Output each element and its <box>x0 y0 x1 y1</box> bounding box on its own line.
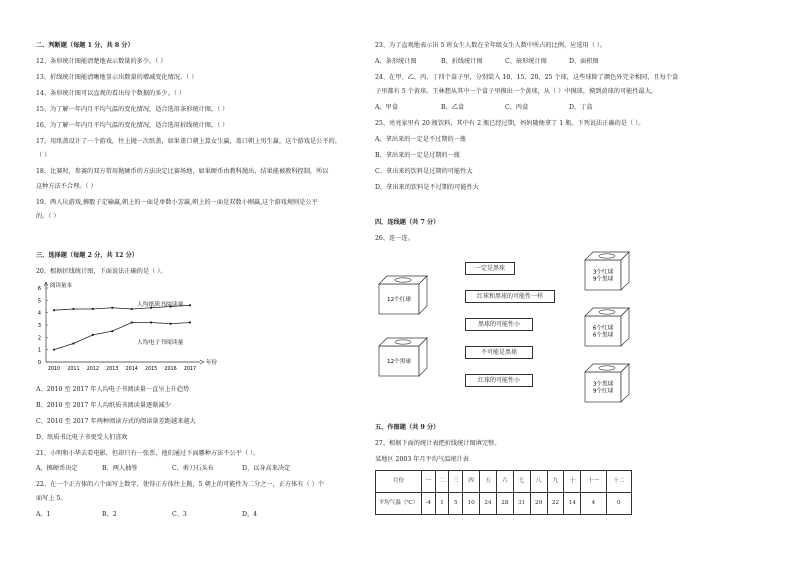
question-18-line1: 18、比赛时，参赛的双方常用抛硬币的方法决定比赛场地，如果硬币由教科抛出，结果能被教科控制，所以 <box>36 168 329 175</box>
left-box-1-label: 12个红球 <box>387 297 411 303</box>
month-cell: 四 <box>463 471 480 493</box>
month-cell: 一 <box>422 471 436 493</box>
question-19-line2: 的。（ ） <box>36 213 60 220</box>
series-label: 人均纸质书阅读量 <box>137 302 184 308</box>
q21-option-a: A、掷硬币决定 <box>36 465 78 472</box>
question-21: 21、小明和小华去看电影，但却只有一张票，他们通过下面哪种方法不公平（ ）。 <box>36 450 260 457</box>
y-tick-label: 6 <box>37 286 41 292</box>
temp-cell: 29 <box>530 493 547 515</box>
question-13: 13、折线统计图能清晰地显示出数量的增减变化情况。（ ） <box>36 74 198 81</box>
question-19-line1: 19、两人玩游戏,掷骰子定输赢,朝上的一面是单数小芳赢,朝上的一面是双数小刚赢,这个游戏规则是公平 <box>36 199 318 206</box>
x-tick-label: 2012 <box>86 367 99 372</box>
q23-option-d: D、面积图 <box>569 58 599 65</box>
question-25: 25、亮亮家里有 20 瓶饮料，其中有 2 瓶已经过期，妈妈随便拿了 1 瓶。下列说法正确的是（ ）。 <box>375 120 645 127</box>
right-box-1-label: 9个黑球 <box>592 276 614 283</box>
right-box-2-label: 6个红球 <box>592 325 614 332</box>
data-point <box>53 349 55 351</box>
section-3-title: 三、选择题（每题 2 分，共 12 分） <box>36 252 138 259</box>
y-tick-label: 3 <box>37 323 41 329</box>
question-17-line1: 17、用纸盖设计了一个游戏，往上抛一次纸盖，如果盖口朝上算女生赢，盖口朝上男生赢，这个游戏是公平的。 <box>36 138 341 145</box>
x-arrow <box>200 360 204 364</box>
data-point <box>111 330 113 332</box>
x-tick-label: 2015 <box>145 367 158 372</box>
data-point <box>150 321 152 323</box>
x-tick-label: 2010 <box>47 367 61 372</box>
table-row <box>376 493 632 515</box>
month-cell: 十 <box>564 471 581 493</box>
question-17-line2: （ ） <box>36 152 51 159</box>
q20-option-a: A、2010 至 2017 年人均电子书阅读量一直呈上升趋势 <box>36 386 190 393</box>
q23-option-c: C、扇形统计图 <box>505 58 547 65</box>
data-point <box>131 308 133 310</box>
reading-line-chart <box>32 280 222 380</box>
question-22-line1: 22、在一个正方体的六个面写上数字，使得正方体往上抛，5 朝上的可能性为二分之一，正方体有（ ）个 <box>36 481 324 488</box>
right-box-3-label: 9个红球 <box>592 388 614 395</box>
match-label-3[interactable]: 黑球的可能性小 <box>465 318 533 331</box>
match-label-1[interactable]: 一定是黑球 <box>465 262 515 275</box>
q21-option-c: C、剪刀石头布 <box>172 465 214 472</box>
question-16: 16、为了解一年内月平均气温的变化情况，适合选用折线统计图。（ ） <box>36 122 229 129</box>
table-caption: 某地区 2003 年月平均气温统计表 <box>375 456 469 463</box>
q21-option-d: D、以身高来决定 <box>242 465 291 472</box>
data-point <box>92 334 94 336</box>
q20-option-b: B、2010 至 2017 年人均纸质书阅读量逐渐减少 <box>36 402 171 409</box>
right-box-3-label: 3个黑球 <box>592 381 614 388</box>
left-box-2-slot <box>395 340 411 344</box>
q25-option-b: B、拿出来的一定是过期的一瓶 <box>375 152 460 159</box>
x-tick-label: 2014 <box>125 367 138 372</box>
q25-option-a: A、拿出来的一定是不过期的一瓶 <box>375 136 467 143</box>
q25-option-d: D、拿出来的饮料是不过期的可能性大 <box>375 184 479 191</box>
data-point <box>72 342 74 344</box>
question-22-line2: 面写上 5。 <box>36 495 67 502</box>
data-point <box>92 308 94 310</box>
temp-cell: 4 <box>581 493 606 515</box>
month-cell: 六 <box>496 471 513 493</box>
x-tick-label: 2011 <box>67 367 80 372</box>
x-tick-label: 2016 <box>164 367 177 372</box>
left-box-1-slot <box>395 278 411 282</box>
temp-cell: 1 <box>435 493 449 515</box>
month-cell: 二 <box>435 471 449 493</box>
table-row <box>376 471 632 493</box>
q22-option-c: C、3 <box>172 511 187 518</box>
q20-option-c: C、2010 至 2017 年两种阅读方式的阅读量差距越来越大 <box>36 418 196 425</box>
data-point <box>131 321 133 323</box>
table-header-temp: 平均气温（℃） <box>376 493 422 515</box>
y-tick-label: 2 <box>37 335 41 342</box>
question-23: 23、为了直观地表示出 5 班女生人数在全年级女生人数中所占的比例，应选用（ ）。 <box>375 42 607 49</box>
temperature-table <box>375 470 632 515</box>
data-point <box>189 321 191 323</box>
x-tick-label: 2013 <box>106 367 119 372</box>
match-label-4[interactable]: 不可能是黑球 <box>465 346 533 359</box>
data-point <box>189 304 191 306</box>
right-box-1-slot <box>599 254 615 258</box>
question-26: 26、连一连。 <box>375 235 414 242</box>
match-label-5[interactable]: 红球的可能性小 <box>465 374 533 387</box>
month-cell: 九 <box>547 471 564 493</box>
y-tick-label: 4 <box>37 310 41 317</box>
q21-option-b: B、两人抽签 <box>102 465 138 472</box>
data-point <box>53 309 55 311</box>
month-cell: 十二 <box>606 471 631 493</box>
temp-cell: 24 <box>480 493 497 515</box>
temp-cell: 22 <box>547 493 564 515</box>
temp-cell: 0 <box>606 493 631 515</box>
month-cell: 三 <box>449 471 463 493</box>
temp-cell: -4 <box>422 493 436 515</box>
month-cell: 八 <box>530 471 547 493</box>
q22-option-d: D、4 <box>242 511 258 518</box>
section-2-title: 二、判断题（每题 1 分，共 8 分） <box>36 42 134 49</box>
section-5-title: 五、作图题（共 9 分） <box>375 424 440 431</box>
q25-option-c: C、拿出来的饮料是过期的可能性大 <box>375 168 473 175</box>
right-box-2-slot <box>599 310 615 314</box>
temp-cell: 31 <box>513 493 530 515</box>
y-tick-label: 1 <box>37 347 41 354</box>
y-axis-label: 阅读量本 <box>50 283 73 289</box>
month-cell: 十一 <box>581 471 606 493</box>
q23-option-a: A、条形统计图 <box>375 58 417 65</box>
temp-cell: 5 <box>449 493 463 515</box>
question-27: 27、根据下面的统计表把折线统计图填完整。 <box>375 440 501 447</box>
q24-option-b: B、乙盒 <box>441 104 465 111</box>
temp-cell: 14 <box>564 493 581 515</box>
month-cell: 七 <box>513 471 530 493</box>
q24-option-a: A、甲盒 <box>375 104 399 111</box>
q20-option-d: D、纸质书比电子书更受人们喜欢 <box>36 434 128 441</box>
section-4-title: 四、连线题（共 7 分） <box>375 219 440 226</box>
question-24-line1: 24、在甲、乙、丙、丁四个盒子里，分别装入 10、15、20、25 个球，这些球除了颜色外完全相同，且每个盒 <box>375 74 679 81</box>
q22-option-a: A、1 <box>36 511 51 518</box>
temp-cell: 10 <box>463 493 480 515</box>
question-14: 14、条形统计图可以直观的看出每个数据的多少。（ ） <box>36 90 186 97</box>
series-label: 人均电子书阅读量 <box>137 340 184 346</box>
question-24-line2: 子里都有 5 个黄球。王林想从其中一个盒子里摸出一个黄球，从（ ）中摸球，摸到黄球的可能性最大。 <box>375 88 658 95</box>
month-cell: 五 <box>480 471 497 493</box>
q24-option-c: C、丙盒 <box>505 104 529 111</box>
right-box-3-slot <box>599 366 615 370</box>
question-15: 15、为了解一年内月平均气温的变化情况，适合选用条形统计图。（ ） <box>36 106 229 113</box>
right-box-2-label: 6个黑球 <box>592 332 614 339</box>
data-point <box>72 308 74 310</box>
y-tick-label: 0 <box>37 360 41 366</box>
left-box-2-label: 12个黑球 <box>387 359 411 365</box>
x-axis-label: 年份 <box>206 360 218 366</box>
match-label-2[interactable]: 红球和黑球的可能性一样 <box>465 290 555 303</box>
y-tick-label: 5 <box>37 298 41 305</box>
data-point <box>111 307 113 309</box>
q23-option-b: B、折线统计图 <box>441 58 483 65</box>
question-12: 12、条形统计图能清楚地表示数量的多少。（ ） <box>36 58 167 65</box>
question-20: 20、根据折线统计图，下面说法正确的是（ ）。 <box>36 268 167 275</box>
q22-option-b: B、2 <box>102 511 117 518</box>
question-18-line2: 这种方法不合理。（ ） <box>36 183 97 190</box>
table-header-month: 月份 <box>376 471 422 493</box>
x-tick-label: 2017 <box>183 367 197 372</box>
data-point <box>169 323 171 325</box>
right-box-1-label: 3个红球 <box>592 269 614 276</box>
q24-option-d: D、丁盒 <box>569 104 593 111</box>
temp-cell: 28 <box>496 493 513 515</box>
